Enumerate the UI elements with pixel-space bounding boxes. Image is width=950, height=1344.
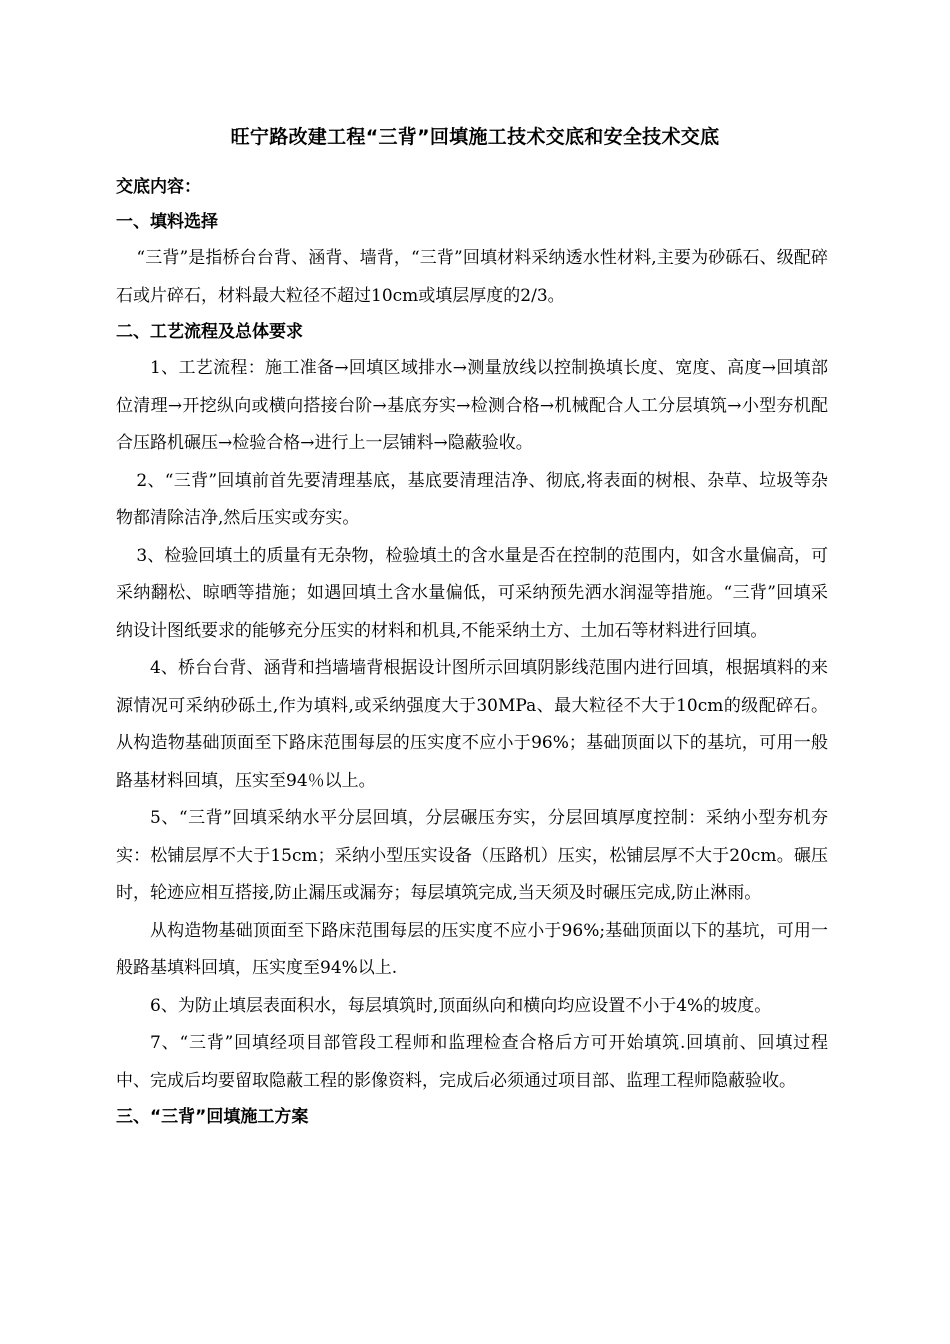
paragraph: 4、桥台台背、涵背和挡墙墙背根据设计图所示回填阴影线范围内进行回填，根据填料的来源情况可采纳砂砾土,作为填料,或采纳强度大于30MPa、最大粒径不大于10cm的级配碎石。从构造物基础顶面至下路床范围每层的压实度不应小于96%；基础顶面以下的基坑，可用一般路基材料回填，压实至94％以上。 <box>116 658 828 791</box>
paragraph: 6、为防止填层表面积水，每层填筑时,顶面纵向和横向均应设置不小于4%的坡度。 <box>150 995 772 1016</box>
page-title: 旺宁路改建工程“三背”回填施工技术交底和安全技术交底 <box>230 126 720 148</box>
paragraph: “三背”是指桥台台背、涵背、墙背，“三背”回填材料采纳透水性材料,主要为砂砾石、级配碎石或片碎石，材料最大粒径不超过10cm或填层厚度的2/3。 <box>116 248 828 306</box>
document-body <box>116 170 828 1135</box>
paragraph: 5、“三背”回填采纳水平分层回填，分层碾压夯实，分层回填厚度控制：采纳小型夯机夯实：松铺层厚不大于15cm；采纳小型压实设备（压路机）压实，松铺层厚不大于20cm。碾压时，轮迹应相互搭接,防止漏压或漏夯；每层填筑完成,当天须及时碾压完成,防止淋雨。 <box>116 808 828 903</box>
section-heading-1: 一、填料选择 <box>116 212 218 232</box>
content-label: 交底内容： <box>116 177 201 197</box>
paragraph: 从构造物基础顶面至下路床范围每层的压实度不应小于96%;基础顶面以下的基坑，可用一般路基填料回填，压实度至94%以上. <box>116 920 828 978</box>
paragraph: 3、检验回填土的质量有无杂物，检验填土的含水量是否在控制的范围内，如含水量偏高，可采纳翻松、晾晒等措施；如遇回填土含水量偏低，可采纳预先洒水润湿等措施。“三背”回填采纳设计图纸要求的能够充分压实的材料和机具,不能采纳土方、土加石等材料进行回填。 <box>116 545 828 641</box>
paragraph: 2、“三背”回填前首先要清理基底，基底要清理洁净、彻底,将表面的树根、杂草、垃圾等杂物都清除洁净,然后压实或夯实。 <box>116 470 828 528</box>
paragraph: 7、“三背”回填经项目部管段工程师和监理检查合格后方可开始填筑.回填前、回填过程中、完成后均要留取隐蔽工程的影像资料，完成后必须通过项目部、监理工程师隐蔽验收。 <box>116 1033 828 1091</box>
paragraph: 1、工艺流程：施工准备→回填区域排水→测量放线以控制换填长度、宽度、高度→回填部位清理→开挖纵向或横向搭接台阶→基底夯实→检测合格→机械配合人工分层填筑→小型夯机配合压路机碾压→检验合格→进行上一层铺料→隐蔽验收。 <box>116 358 828 453</box>
section-heading-3: 三、“三背”回填施工方案 <box>116 1107 309 1127</box>
section-heading-2: 二、工艺流程及总体要求 <box>116 322 303 342</box>
